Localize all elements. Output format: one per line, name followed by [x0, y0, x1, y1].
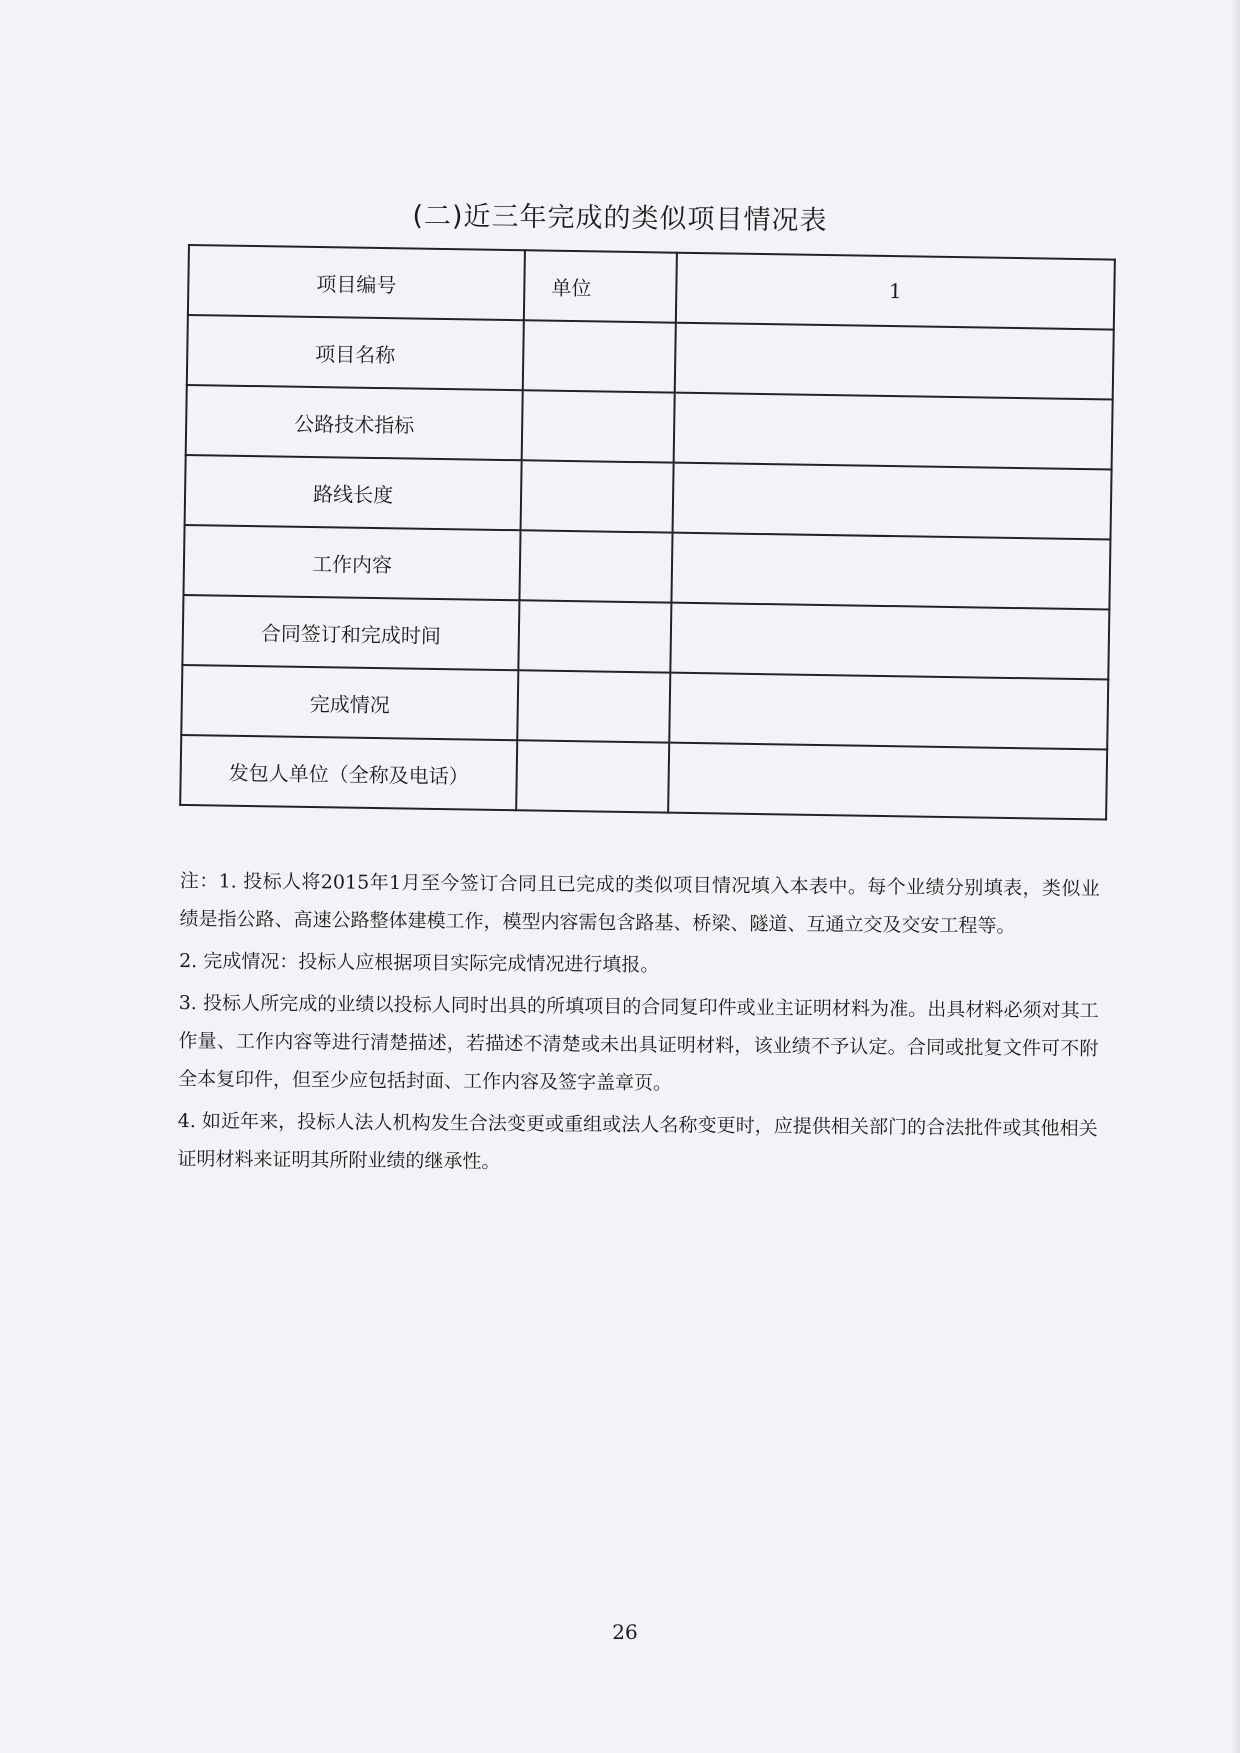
project-table-container — [179, 244, 1116, 821]
row-label: 项目编号 — [188, 245, 525, 320]
value-cell[interactable]: 1 — [676, 253, 1115, 330]
note-paragraph-3: 3. 投标人所完成的业绩以投标人同时出具的所填项目的合同复印件或业主证明材料为准。出具材料必须对其工作量、工作内容等进行清楚描述，若描述不清楚或未出具证明材料，该业绩不予认定。合同或批复文件可不附全本复印件，但至少应包括封面、工作内容及签字盖章页。 — [178, 991, 1099, 1095]
note-paragraph-4: 4. 如近年来，投标人法人机构发生合法变更或重组或法人名称变更时，应提供相关部门的合法批件或其他相关证明材料来证明其所附业绩的继承性。 — [177, 1109, 1098, 1173]
project-table — [179, 244, 1116, 821]
value-cell[interactable] — [669, 673, 1108, 750]
value-cell[interactable] — [670, 603, 1109, 680]
value-cell[interactable] — [675, 323, 1114, 400]
unit-cell[interactable] — [521, 460, 674, 532]
page-number: 26 — [612, 1620, 638, 1644]
value-cell[interactable] — [668, 743, 1107, 820]
row-label: 完成情况 — [181, 665, 518, 740]
unit-cell[interactable] — [517, 670, 670, 742]
unit-cell[interactable] — [522, 390, 675, 462]
value-cell[interactable] — [671, 533, 1110, 610]
row-label: 发包人单位（全称及电话） — [180, 735, 517, 810]
note-paragraph-1: 注：1. 投标人将2015年1月至今签订合同且已完成的类似项目情况填入本表中。每个业绩分别填表，类似业绩是指公路、高速公路整体建模工作，模型内容需包含路基、桥梁、隧道、互通立交及交安工程等。 — [179, 869, 1100, 938]
unit-cell[interactable] — [519, 530, 672, 602]
row-label: 路线长度 — [185, 455, 522, 530]
value-cell[interactable] — [674, 393, 1113, 470]
note-paragraph-2: 2. 完成情况：投标人应根据项目实际完成情况进行填报。 — [179, 949, 660, 977]
row-label: 工作内容 — [183, 525, 520, 600]
table-row-employer — [180, 735, 1107, 820]
unit-cell[interactable] — [523, 320, 676, 392]
notes-section — [177, 862, 1100, 1186]
value-cell[interactable] — [673, 463, 1112, 540]
row-label: 项目名称 — [187, 315, 524, 390]
unit-cell[interactable] — [518, 600, 671, 672]
row-label: 合同签订和完成时间 — [182, 595, 519, 670]
scan-edge-shadow — [1230, 0, 1240, 1753]
unit-cell[interactable] — [516, 740, 669, 812]
unit-header-cell: 单位 — [524, 250, 677, 322]
row-label: 公路技术指标 — [186, 385, 523, 460]
page-title: (二)近三年完成的类似项目情况表 — [412, 200, 828, 237]
